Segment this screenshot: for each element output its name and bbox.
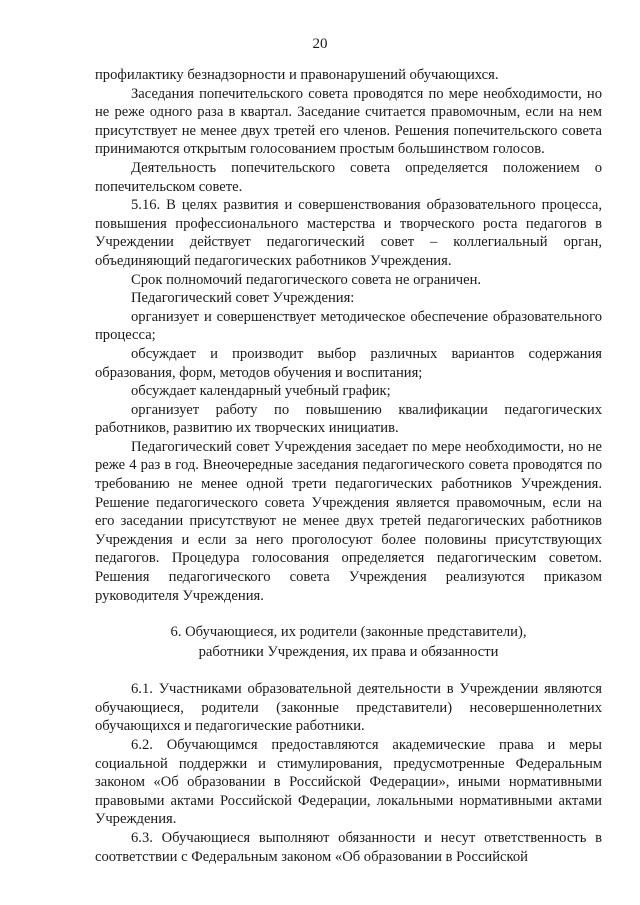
paragraph: организует и совершенствует методическое обеспечение образовательного процесса; [95, 308, 602, 344]
page-number: 20 [312, 36, 328, 52]
paragraph: Деятельность попечительского совета определяется положением о попечительском совете. [95, 159, 602, 195]
document-body [95, 66, 602, 866]
paragraphs-before [95, 66, 602, 605]
paragraph: Заседания попечительского совета проводятся по мере необходимости, но не реже одного раза в квартал. Заседание считается правомочным, если на нем присутствует не менее двух третей его членов. Решения попечительского совета принимаются открытым голосованием простым большинством голосов. [95, 85, 602, 158]
paragraph: Педагогический совет Учреждения заседает по мере необходимости, но не реже 4 раз в год. Внеочередные заседания педагогического совета проводятся по требованию не менее одной трети педагогических работников Учреждения. Решение педагогического совета Учреждения является правомочным, если на его заседании присутствуют не менее двух третей педагогических работников Учреждения и если за него проголосуют более половины присутствующих педагогов. Процедура голосования определяется педагогическим советом. Решения педагогического совета Учреждения реализуются приказом руководителя Учреждения. [95, 438, 602, 604]
paragraph: Срок полномочий педагогического совета не ограничен. [131, 271, 482, 288]
paragraph: обсуждает и производит выбор различных вариантов содержания образования, форм, методов обучения и воспитания; [95, 345, 602, 381]
section-heading-line-2: работники Учреждения, их права и обязанности [198, 644, 499, 661]
section-heading [95, 622, 602, 662]
paragraph: обсуждает календарный учебный график; [131, 383, 391, 400]
paragraph: Педагогический совет Учреждения: [131, 290, 355, 307]
paragraph: профилактику безнадзорности и правонарушений обучающихся. [95, 67, 499, 83]
paragraph: 6.1. Участниками образовательной деятельности в Учреждении являются обучающиеся, родители (законные представители) несовершеннолетних обучающихся и педагогические работники. [95, 681, 602, 735]
paragraph: организует работу по повышению квалификации педагогических работников, развитию их творческих инициатив. [95, 401, 602, 437]
section-heading-line-1: 6. Обучающиеся, их родители (законные представители), [170, 624, 527, 641]
paragraphs-after [95, 680, 602, 866]
paragraph: 6.3. Обучающиеся выполняют обязанности и несут ответственность в соответствии с Федеральным законом «Об образовании в Российской [95, 829, 602, 865]
paragraph: 5.16. В целях развития и совершенствования образовательного процесса, повышения профессионального мастерства и творческого роста педагогов в Учреждении действует педагогический совет – коллегиальный орган, объединяющий педагогических работников Учреждения. [95, 197, 602, 269]
paragraph: 6.2. Обучающимся предоставляются академические права и меры социальной поддержки и стимулирования, предусмотренные Федеральным законом «Об образовании в Российской Федерации», иными нормативными правовыми актами Российской Федерации, локальными нормативными актами Учреждения. [95, 737, 602, 828]
